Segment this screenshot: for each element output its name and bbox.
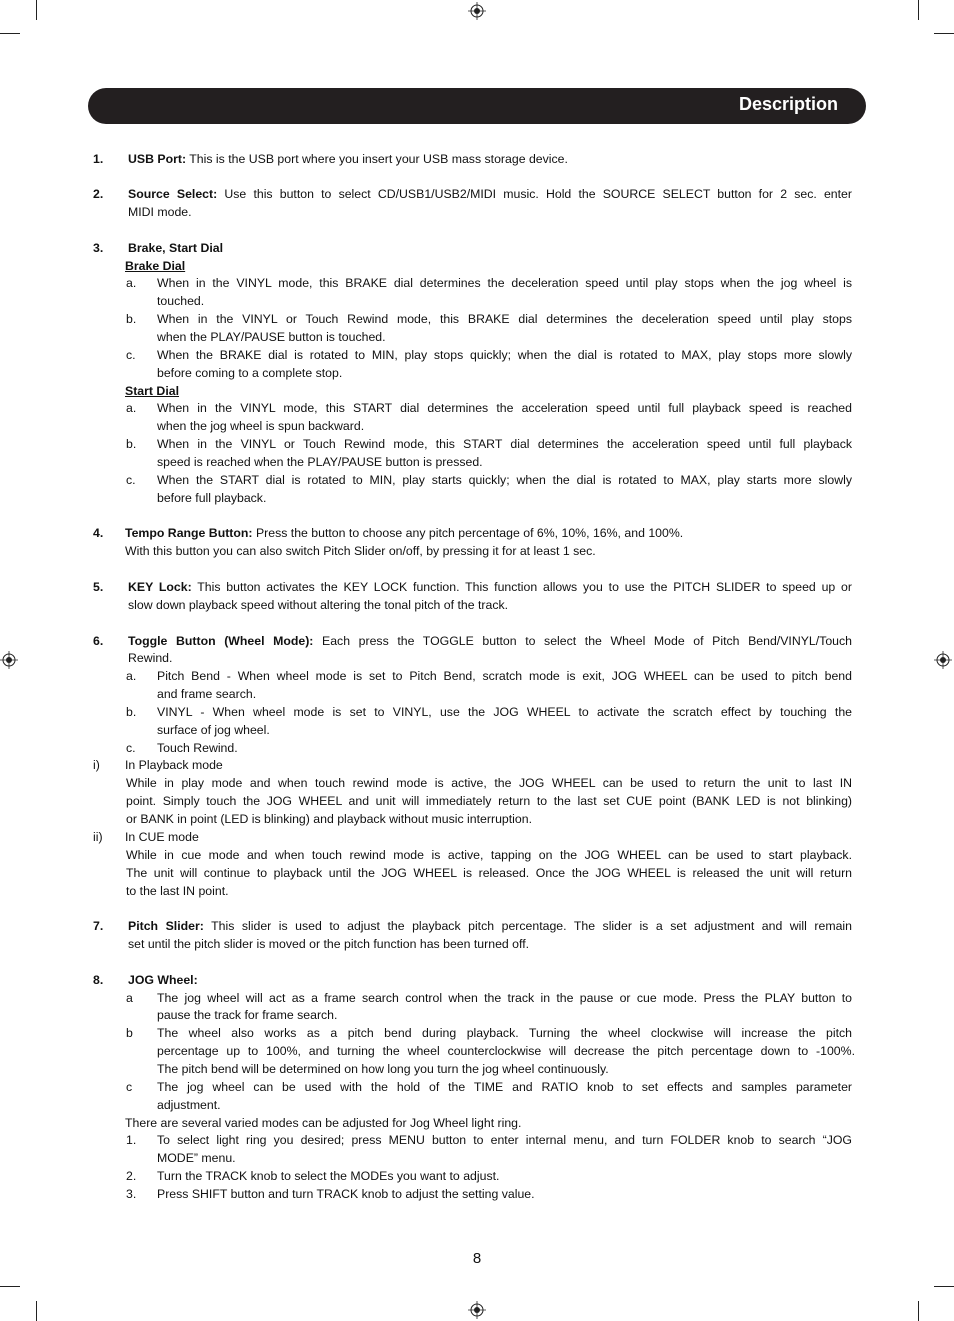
list-item-text: point. Simply touch the JOG WHEEL and unit will immediately return to the last set CUE point (BANK LED is not blinking) (126, 794, 852, 808)
list-item-text: Pitch Bend - When wheel mode is set to Pitch Bend, scratch mode is exit, JOG WHEEL can be used to pitch bend (157, 669, 852, 683)
list-item-text: The jog wheel will act as a frame search control when the track in the pause or cue mode. Press the PLAY button to (157, 991, 852, 1005)
list-marker: c. (126, 473, 136, 487)
list-item-text: touched. (157, 294, 205, 308)
list-item-text: Press SHIFT button and turn TRACK knob to adjust the setting value. (157, 1187, 535, 1201)
list-item-text: The pitch bend will be determined on how long you turn the jog wheel continuously. (157, 1062, 609, 1076)
list-marker: c (126, 1080, 133, 1094)
list-marker: b. (126, 437, 137, 451)
list-item-text: When in the VINYL or Touch Rewind mode, this BRAKE dial determines the deceleration speed until play stops (157, 312, 852, 326)
item-brake-start-dial: Brake, Start Dial (128, 241, 224, 255)
list-marker: a (126, 991, 133, 1005)
list-item-text: VINYL - When wheel mode is set to VINYL, use the JOG WHEEL to activate the scratch effect by touching the (157, 705, 852, 719)
list-marker: i) (93, 758, 100, 772)
crop-mark (934, 1286, 954, 1287)
list-item-text: when the PLAY/PAUSE button is touched. (157, 330, 386, 344)
item-text-line: slow down playback speed without altering the tonal pitch of the track. (128, 598, 509, 612)
playback-mode-heading: In Playback mode (125, 758, 223, 772)
item-number: 6. (93, 634, 104, 648)
item-text-line: Rewind. (128, 651, 173, 665)
jog-light-ring-note: There are several varied modes can be adjusted for Jog Wheel light ring. (125, 1116, 522, 1130)
item-toggle-button: Toggle Button (Wheel Mode): Each press the TOGGLE button to select the Wheel Mode of Pitch Bend/VINYL/Touch (128, 634, 852, 648)
list-item-text: when the jog wheel is spun backward. (157, 419, 365, 433)
item-text-line: set until the pitch slider is moved or the pitch function has been turned off. (128, 937, 530, 951)
list-marker: c. (126, 348, 136, 362)
list-item-text: When the START dial is rotated to MIN, play starts quickly; when the dial is rotated to MAX, play starts more slowly (157, 473, 852, 487)
item-tempo-range: Tempo Range Button: Press the button to choose any pitch percentage of 6%, 10%, 16%, and 100%. (125, 526, 684, 540)
list-item-text: before coming to a complete stop. (157, 366, 343, 380)
list-item-text: Touch Rewind. (157, 741, 238, 755)
item-number: 8. (93, 973, 104, 987)
item-pitch-slider: Pitch Slider: This slider is used to adjust the playback pitch percentage. The slider is a set adjustment and will remain (128, 919, 852, 933)
list-item-text: speed is reached when the PLAY/PAUSE button is pressed. (157, 455, 483, 469)
list-item-text: When in the VINYL mode, this START dial determines the acceleration speed until full playback speed is reached (157, 401, 852, 415)
registration-mark-icon (0, 651, 18, 669)
section-title: Description (738, 94, 838, 114)
start-dial-heading: Start Dial (125, 384, 179, 398)
brake-dial-heading: Brake Dial (125, 259, 186, 273)
section-header-bar (88, 88, 866, 124)
item-text-line: MIDI mode. (128, 205, 192, 219)
list-item-text: or BANK in point (LED is blinking) and playback without music interruption. (126, 812, 532, 826)
list-marker: ii) (93, 830, 103, 844)
crop-mark (36, 1301, 37, 1321)
list-item-text: When the BRAKE dial is rotated to MIN, play stops quickly; when the dial is rotated to MAX, play stops more slowly (157, 348, 852, 362)
item-number: 4. (93, 526, 104, 540)
list-item-text: The unit will continue to playback until the JOG WHEEL is released. Once the JOG WHEEL is released the unit will return (126, 866, 852, 880)
list-item-text: To select light ring you desired; press MENU button to enter internal menu, and turn FOLDER knob to search “JOG (157, 1133, 852, 1147)
registration-mark-icon (468, 1301, 486, 1319)
list-item-text: While in play mode and when touch rewind mode is active, the JOG WHEEL can be used to return the unit to last IN (126, 776, 852, 790)
list-marker: 2. (126, 1169, 137, 1183)
item-number: 1. (93, 152, 104, 166)
list-marker: b. (126, 312, 137, 326)
item-number: 2. (93, 187, 104, 201)
list-item-text: pause the track for frame search. (157, 1008, 338, 1022)
list-marker: a. (126, 401, 137, 415)
list-marker: c. (126, 741, 136, 755)
list-item-text: adjustment. (157, 1098, 221, 1112)
list-item-text: The wheel also works as a pitch bend during playback. Turning the wheel clockwise will increase the pitch (157, 1026, 852, 1040)
item-key-lock: KEY Lock: This button activates the KEY LOCK function. This function allows you to use the PITCH SLIDER to speed up or (128, 580, 852, 594)
list-item-text: Turn the TRACK knob to select the MODEs you want to adjust. (157, 1169, 500, 1183)
page-number: 8 (472, 1250, 482, 1267)
list-item-text: and frame search. (157, 687, 257, 701)
crop-mark (0, 33, 20, 34)
registration-mark-icon (468, 2, 486, 20)
crop-mark (934, 33, 954, 34)
crop-mark (36, 0, 37, 20)
list-item-text: percentage up to 100%, and turning the wheel counterclockwise will decrease the pitch percentage down to -100%. (157, 1044, 855, 1058)
list-item-text: When in the VINYL mode, this BRAKE dial determines the deceleration speed until play stops when the jog wheel is (157, 276, 852, 290)
list-item-text: before full playback. (157, 491, 267, 505)
list-item-text: to the last IN point. (126, 884, 229, 898)
list-item-text: The jog wheel can be used with the hold of the TIME and RATIO knob to set effects and samples parameter (157, 1080, 852, 1094)
item-number: 5. (93, 580, 104, 594)
list-item-text: When in the VINYL or Touch Rewind mode, this START dial determines the acceleration speed until full playback (157, 437, 852, 451)
item-source-select: Source Select: Use this button to select CD/USB1/USB2/MIDI music. Hold the SOURCE SELECT button for 2 sec. enter (128, 187, 852, 201)
list-marker: 3. (126, 1187, 137, 1201)
list-item-text: surface of jog wheel. (157, 723, 270, 737)
cue-mode-heading: In CUE mode (125, 830, 199, 844)
item-usb-port: USB Port: This is the USB port where you insert your USB mass storage device. (128, 152, 568, 166)
crop-mark (0, 1286, 20, 1287)
list-marker: b (126, 1026, 133, 1040)
list-marker: 1. (126, 1133, 137, 1147)
crop-mark (918, 0, 919, 20)
crop-mark (918, 1301, 919, 1321)
list-marker: b. (126, 705, 137, 719)
list-item-text: MODE” menu. (157, 1151, 236, 1165)
list-marker: a. (126, 669, 137, 683)
list-marker: a. (126, 276, 137, 290)
registration-mark-icon (934, 651, 952, 669)
item-text-line: With this button you can also switch Pitch Slider on/off, by pressing it for at least 1 sec. (125, 544, 596, 558)
item-jog-wheel: JOG Wheel: (128, 973, 198, 987)
item-number: 7. (93, 919, 104, 933)
list-item-text: While in cue mode and when touch rewind mode is active, tapping on the JOG WHEEL can be used to start playback. (126, 848, 852, 862)
item-number: 3. (93, 241, 104, 255)
